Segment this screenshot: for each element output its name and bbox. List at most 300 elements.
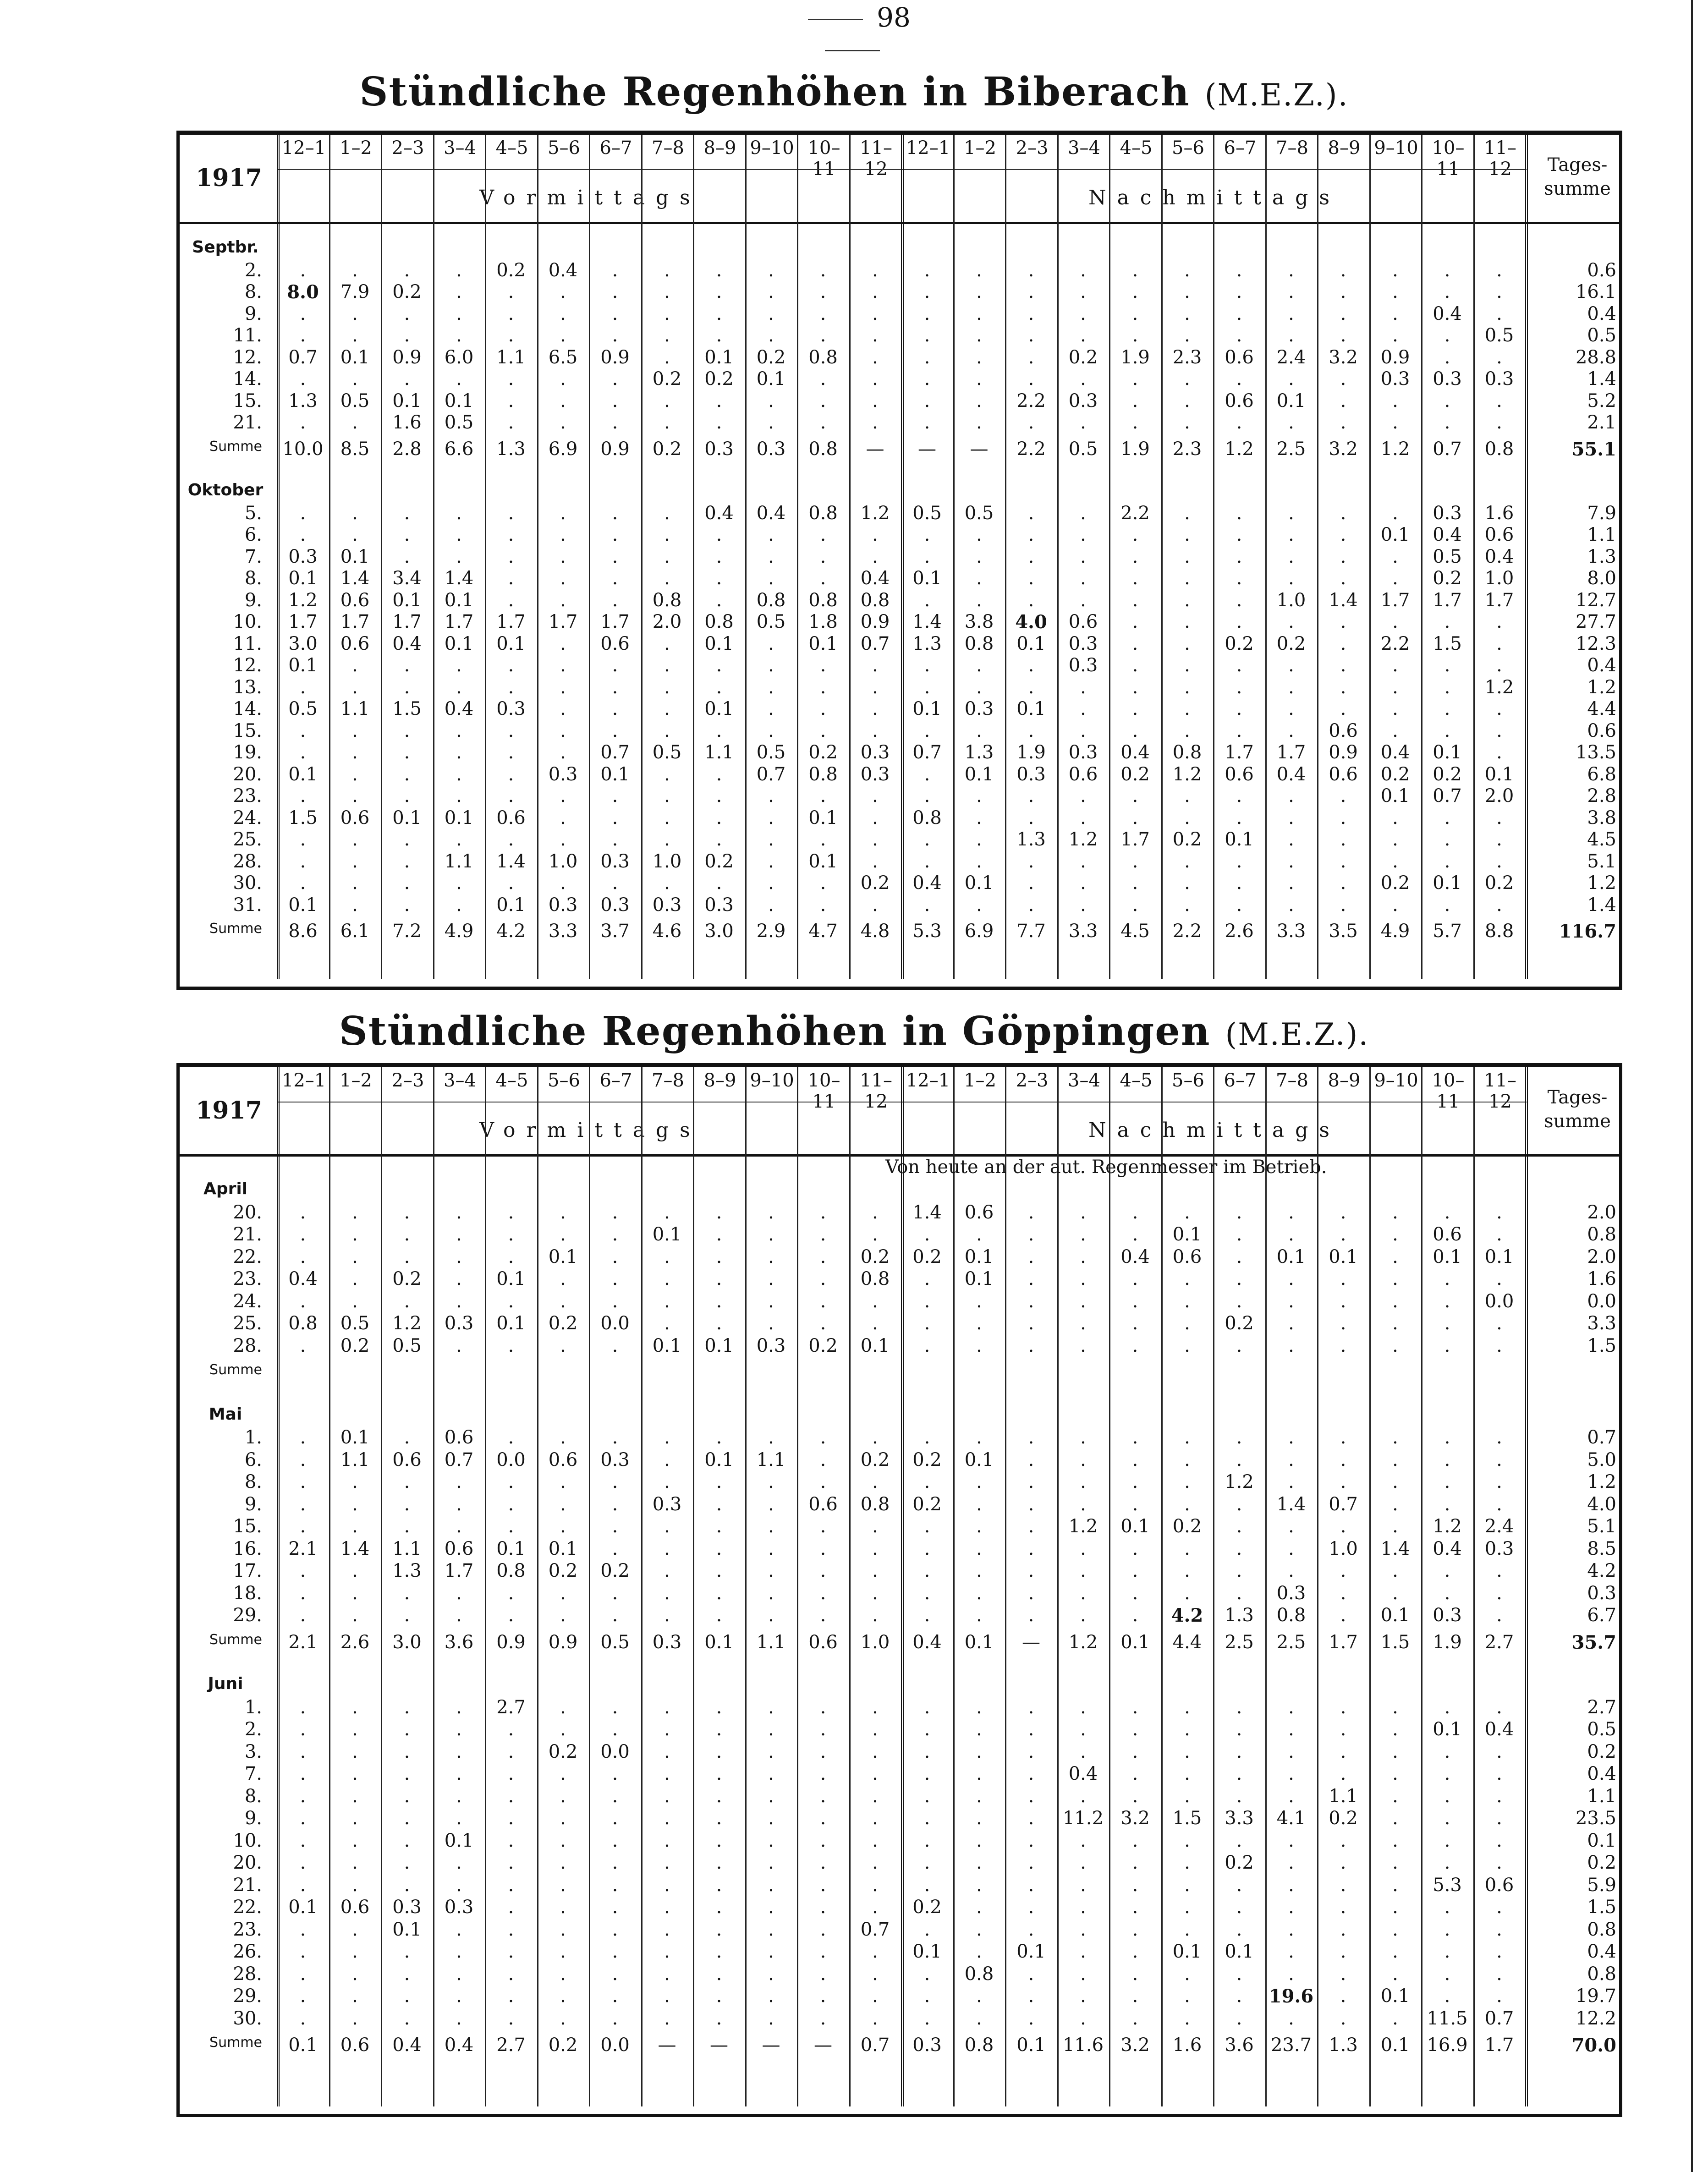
hour-value: . [1392,676,1398,698]
hour-value: . [1288,1201,1294,1223]
hour-value: . [1028,1852,1034,1873]
hour-value: 0.2 [808,1335,838,1356]
hour-value: 1.7 [444,1560,474,1581]
hour-value: . [1132,524,1138,545]
hour-header: 4–5 [1120,1070,1153,1091]
day-total: 1.1 [1587,1785,1616,1807]
hour-value: 0.1 [392,390,422,411]
hour-value: . [352,1516,358,1537]
hour-value: . [1288,698,1294,719]
hour-value: . [1288,1516,1294,1537]
hour-value: . [664,1290,670,1312]
hour-value: . [1028,325,1034,346]
table-row [180,677,1619,699]
hour-value: 1.6 [392,412,422,433]
hour-value: . [820,1582,826,1604]
day-total: 28.8 [1575,346,1616,368]
hour-value: . [716,1313,722,1334]
hour-value: 0.8 [808,589,838,611]
hour-value: . [664,1830,670,1851]
hour-value: . [924,676,930,698]
hour-value: 0.7 [912,742,942,763]
hour-value: . [612,1582,618,1604]
hour-header: 11–12 [860,1070,892,1112]
hour-value: . [768,546,774,567]
hour-value: . [820,325,826,346]
hour-value: 0.6 [1329,763,1358,785]
sum-value: 0.1 [288,2035,318,2056]
hour-value: . [872,785,878,806]
hour-value: . [1132,1897,1138,1918]
hour-value: 0.1 [444,807,474,828]
sum-value: 4.4 [1172,1631,1202,1653]
day-total: 23.5 [1575,1808,1616,1829]
hour-value: . [924,850,930,872]
sum-value: 1.1 [756,1631,786,1653]
hour-value: . [404,1941,410,1962]
hour-value: . [352,872,358,894]
hour-value: . [1392,1582,1398,1604]
hour-value: . [1340,1560,1346,1581]
sum-value: 2.6 [1225,921,1254,942]
hour-value: . [1184,281,1190,302]
hour-value: . [664,676,670,698]
hour-value: . [1340,1516,1346,1537]
hour-value: . [456,281,462,302]
hour-value: . [456,1785,462,1807]
hour-value: . [1080,676,1086,698]
hour-value: . [1288,259,1294,281]
hour-value: . [404,1427,410,1448]
month-label: April [203,1179,248,1198]
hour-value: . [976,1582,982,1604]
hour-value: . [1444,1427,1450,1448]
hour-value: . [612,1897,618,1918]
vormittags-label: Vormittags [479,186,701,209]
hour-value: . [560,281,566,302]
hour-value: . [1028,1201,1034,1223]
hour-header: 3–4 [444,1070,476,1091]
hour-value: . [820,1313,826,1334]
hour-value: 11.2 [1062,1808,1104,1829]
hour-value: . [352,763,358,785]
hour-value: . [508,1719,514,1740]
hour-value: . [924,281,930,302]
hour-value: . [1236,1246,1242,1267]
hour-value: . [508,1941,514,1962]
hour-value: . [1496,1696,1502,1718]
sum-value: 4.8 [860,921,890,942]
hour-value: . [1184,259,1190,281]
hour-value: . [716,763,722,785]
hour-value: 0.8 [860,589,890,611]
day-total: 0.8 [1587,1919,1616,1940]
hour-value: 0.6 [1433,1224,1462,1245]
hour-value: . [612,1830,618,1851]
hour-value: . [508,655,514,676]
hour-value: . [1080,1471,1086,1492]
hour-value: . [820,698,826,719]
hour-value: . [1340,1335,1346,1356]
hour-value: . [768,1427,774,1448]
hour-value: . [456,1763,462,1784]
hour-value: . [1288,1538,1294,1559]
hour-value: . [976,546,982,567]
hour-value: . [768,1719,774,1740]
hour-value: . [1132,676,1138,698]
hour-value: 3.0 [288,633,318,654]
hour-value: 0.7 [444,1449,474,1470]
sum-total: 55.1 [1571,438,1616,460]
hour-value: . [300,1471,306,1492]
hour-value: . [1028,2007,1034,2029]
hour-value: 1.0 [652,850,682,872]
hour-value: . [716,1516,722,1537]
hour-value: 0.1 [340,1427,370,1448]
hour-value: . [1340,1449,1346,1470]
hour-header: 10–11 [807,137,840,180]
hour-value: . [612,412,618,433]
hour-value: . [924,259,930,281]
hour-value: . [1340,1830,1346,1851]
hour-value: . [1132,1785,1138,1807]
hour-value: . [404,763,410,785]
hour-value: 11.5 [1427,2007,1468,2029]
hour-value: 0.3 [496,698,526,719]
hour-value: 1.1 [392,1538,422,1559]
hour-value: . [560,1785,566,1807]
day-label: 21. [233,1874,262,1896]
hour-value: . [352,1963,358,1985]
hour-value: . [716,872,722,894]
hour-value: . [508,1897,514,1918]
hour-value: . [1496,1335,1502,1356]
hour-value: 0.4 [392,633,422,654]
hour-value: . [1236,524,1242,545]
hour-value: . [352,1719,358,1740]
hour-value: . [716,1919,722,1940]
hour-value: 0.1 [860,1335,890,1356]
hour-value: . [1496,412,1502,433]
table-row [180,1335,1619,1357]
hour-value: . [1340,1963,1346,1985]
hour-value: . [976,568,982,589]
hour-value: . [820,412,826,433]
hour-value: . [1184,1449,1190,1470]
hour-value: . [612,1874,618,1896]
hour-value: . [1132,1719,1138,1740]
hour-value: 0.2 [1172,829,1202,850]
sum-total: 35.7 [1571,1631,1616,1653]
hour-value: . [1444,1852,1450,1873]
day-label: 12. [233,655,262,676]
sum-value: 0.2 [548,2035,578,2056]
hour-value: . [1444,346,1450,368]
hour-value: . [612,1986,618,2007]
hour-value: . [1236,1268,1242,1289]
hour-value: . [1028,1582,1034,1604]
hour-value: . [872,1696,878,1718]
hour-value: . [1444,325,1450,346]
table-row [180,1449,1619,1471]
hour-value: . [1340,502,1346,524]
hour-value: . [1184,785,1190,806]
hour-value: . [872,1582,878,1604]
sum-value: 0.6 [808,1631,838,1653]
sum-total: 116.7 [1559,921,1616,942]
hour-value: . [456,1335,462,1356]
hour-value: 0.1 [652,1335,682,1356]
hour-value: . [612,1763,618,1784]
hour-value: . [872,281,878,302]
hour-value: . [924,1763,930,1784]
table-row [180,807,1619,829]
sum-value: 3.6 [444,1631,474,1653]
hour-value: . [976,1986,982,2007]
day-total: 0.2 [1587,1741,1616,1762]
hour-value: 0.1 [1433,872,1462,894]
sum-value: 3.0 [392,1631,422,1653]
hour-value: . [976,1696,982,1718]
hour-value: 0.2 [1276,633,1306,654]
hour-value: 0.9 [600,346,630,368]
hour-value: 0.5 [964,502,994,524]
hour-value: . [508,1741,514,1762]
hour-value: . [508,1427,514,1448]
hour-value: . [924,546,930,567]
sum-value: 6.9 [548,438,578,460]
hour-header: 6–7 [1224,137,1257,159]
hour-value: . [1028,1313,1034,1334]
hour-value: . [300,1516,306,1537]
hour-value: . [300,1290,306,1312]
hour-value: 0.1 [704,698,734,719]
hour-value: . [352,742,358,763]
day-label: 25. [233,829,262,850]
hour-value: 0.2 [1329,1808,1358,1829]
hour-value: 0.2 [392,1268,422,1289]
hour-value: . [1184,502,1190,524]
table-row [180,872,1619,894]
table-row [180,698,1619,720]
sum-value: — [918,438,936,460]
table-row [180,829,1619,851]
hour-value: . [1340,1719,1346,1740]
hour-header: 9–10 [1374,137,1418,159]
hour-value: . [1340,303,1346,324]
hour-value: . [1184,1719,1190,1740]
day-total: 0.7 [1587,1427,1616,1448]
hour-value: . [508,1290,514,1312]
hour-value: 0.5 [1484,325,1514,346]
hour-value: . [1184,1919,1190,1940]
hour-value: . [404,368,410,389]
hour-value: . [1028,1696,1034,1718]
hour-value: . [1496,1941,1502,1962]
hour-value: . [612,589,618,611]
hour-header: 8–9 [1328,137,1361,159]
hour-value: 0.3 [600,1449,630,1470]
sum-value: 0.5 [1068,438,1098,460]
day-total: 4.5 [1587,829,1616,850]
hour-value: 1.2 [1225,1471,1254,1492]
hour-value: . [508,1874,514,1896]
hour-value: . [456,1941,462,1962]
hour-value: . [1080,1852,1086,1873]
hour-value: . [872,1516,878,1537]
hour-value: 0.2 [1484,872,1514,894]
hour-value: . [768,1963,774,1985]
hour-value: . [872,1830,878,1851]
hour-value: . [820,1963,826,1985]
hour-value: 7.9 [340,281,370,302]
hour-value: . [1132,1560,1138,1581]
hour-value: 0.1 [912,568,942,589]
hour-value: . [404,1290,410,1312]
hour-value: 0.6 [444,1427,474,1448]
hour-value: . [1236,1516,1242,1537]
sum-label: Summe [209,1631,262,1648]
hour-value: . [1444,1313,1450,1334]
sum-value: 3.3 [1068,921,1098,942]
hour-value: . [1132,1741,1138,1762]
hour-value: . [1340,412,1346,433]
hour-value: . [1340,1897,1346,1918]
tagessumme-label: Tages-summe [1544,1087,1611,1132]
day-label: 29. [233,1605,262,1626]
table-row [180,325,1619,347]
hour-value: . [1028,1763,1034,1784]
hour-value: 1.1 [704,742,734,763]
hour-value: . [1080,720,1086,741]
hour-value: 1.5 [1172,1808,1202,1829]
hour-value: . [1132,412,1138,433]
hour-header: 5–6 [1172,1070,1204,1091]
hour-value: . [612,1696,618,1718]
hour-value: . [716,1471,722,1492]
hour-value: . [300,742,306,763]
hour-value: 0.5 [912,502,942,524]
hour-value: 1.4 [340,1538,370,1559]
hour-value: 0.7 [1329,1493,1358,1515]
hour-value: . [1028,1246,1034,1267]
table-row [180,524,1619,546]
hour-value: . [300,259,306,281]
hour-value: 0.1 [600,763,630,785]
sum-value: 2.1 [288,1631,318,1653]
hour-value: . [1444,390,1450,411]
hour-value: 0.1 [288,568,318,589]
hour-value: . [1288,1785,1294,1807]
sum-value: 0.1 [964,1631,994,1653]
hour-value: . [820,1719,826,1740]
hour-value: . [716,325,722,346]
day-label: 3. [244,1741,262,1762]
hour-value: 1.2 [1172,763,1202,785]
sum-value: 1.7 [1329,1631,1358,1653]
sum-value: 16.9 [1427,2035,1468,2056]
hour-value: . [716,785,722,806]
hour-value: . [1028,1493,1034,1515]
hour-value: . [872,720,878,741]
hour-value: . [300,325,306,346]
hour-value: 2.1 [288,1538,318,1559]
hour-value: . [768,524,774,545]
day-total: 16.1 [1575,281,1616,302]
hour-value: . [664,502,670,524]
table-row [180,1313,1619,1335]
hour-value: . [1236,1741,1242,1762]
hour-value: 0.1 [288,1897,318,1918]
table-row [180,1427,1619,1449]
hour-value: . [1444,259,1450,281]
day-total: 0.4 [1587,1763,1616,1784]
hour-value: . [456,1919,462,1940]
hour-value: . [1444,1763,1450,1784]
sum-value: — [1022,1631,1040,1653]
sum-value: 3.3 [1276,921,1306,942]
table-row [180,303,1619,325]
hour-value: 1.6 [1484,502,1514,524]
hour-value: . [1132,1268,1138,1289]
sum-value: 0.1 [1016,2035,1046,2056]
hour-value: . [716,303,722,324]
day-label: 2. [244,1719,262,1740]
hour-value: . [612,1852,618,1873]
hour-value: 1.2 [1484,676,1514,698]
hour-value: . [664,655,670,676]
hour-value: . [1184,1538,1190,1559]
hour-value: 0.1 [808,633,838,654]
hour-value: . [1340,655,1346,676]
day-total: 5.9 [1587,1874,1616,1896]
hour-value: 8.0 [287,281,319,303]
day-label: 21. [233,412,262,433]
hour-value: . [1132,698,1138,719]
hour-value: 0.1 [704,1335,734,1356]
hour-value: . [976,1538,982,1559]
hour-value: . [1080,1941,1086,1962]
sum-value: 2.5 [1225,1631,1254,1653]
table-row [180,1897,1619,1919]
hour-value: 6.5 [548,346,578,368]
hour-value: . [508,1919,514,1940]
day-total: 0.4 [1587,1941,1616,1962]
hour-value: . [352,1493,358,1515]
hour-value: . [976,1763,982,1784]
hour-value: . [924,1874,930,1896]
hour-value: . [1132,589,1138,611]
hour-value: 1.2 [392,1313,422,1334]
hour-value: . [1496,1605,1502,1626]
hour-value: . [1080,412,1086,433]
hour-value: . [768,412,774,433]
hour-value: . [1392,611,1398,632]
hour-value: . [716,1605,722,1626]
hour-value: 4.0 [1015,611,1047,633]
hour-value: . [768,1538,774,1559]
hour-value: . [924,1719,930,1740]
hour-value: . [1028,1830,1034,1851]
day-total: 1.4 [1587,368,1616,389]
hour-value: . [924,325,930,346]
hour-value: 0.4 [704,502,734,524]
hour-value: . [1184,1290,1190,1312]
hour-value: . [1496,633,1502,654]
hour-value: . [976,303,982,324]
hour-value: . [664,698,670,719]
hour-value: . [1028,346,1034,368]
